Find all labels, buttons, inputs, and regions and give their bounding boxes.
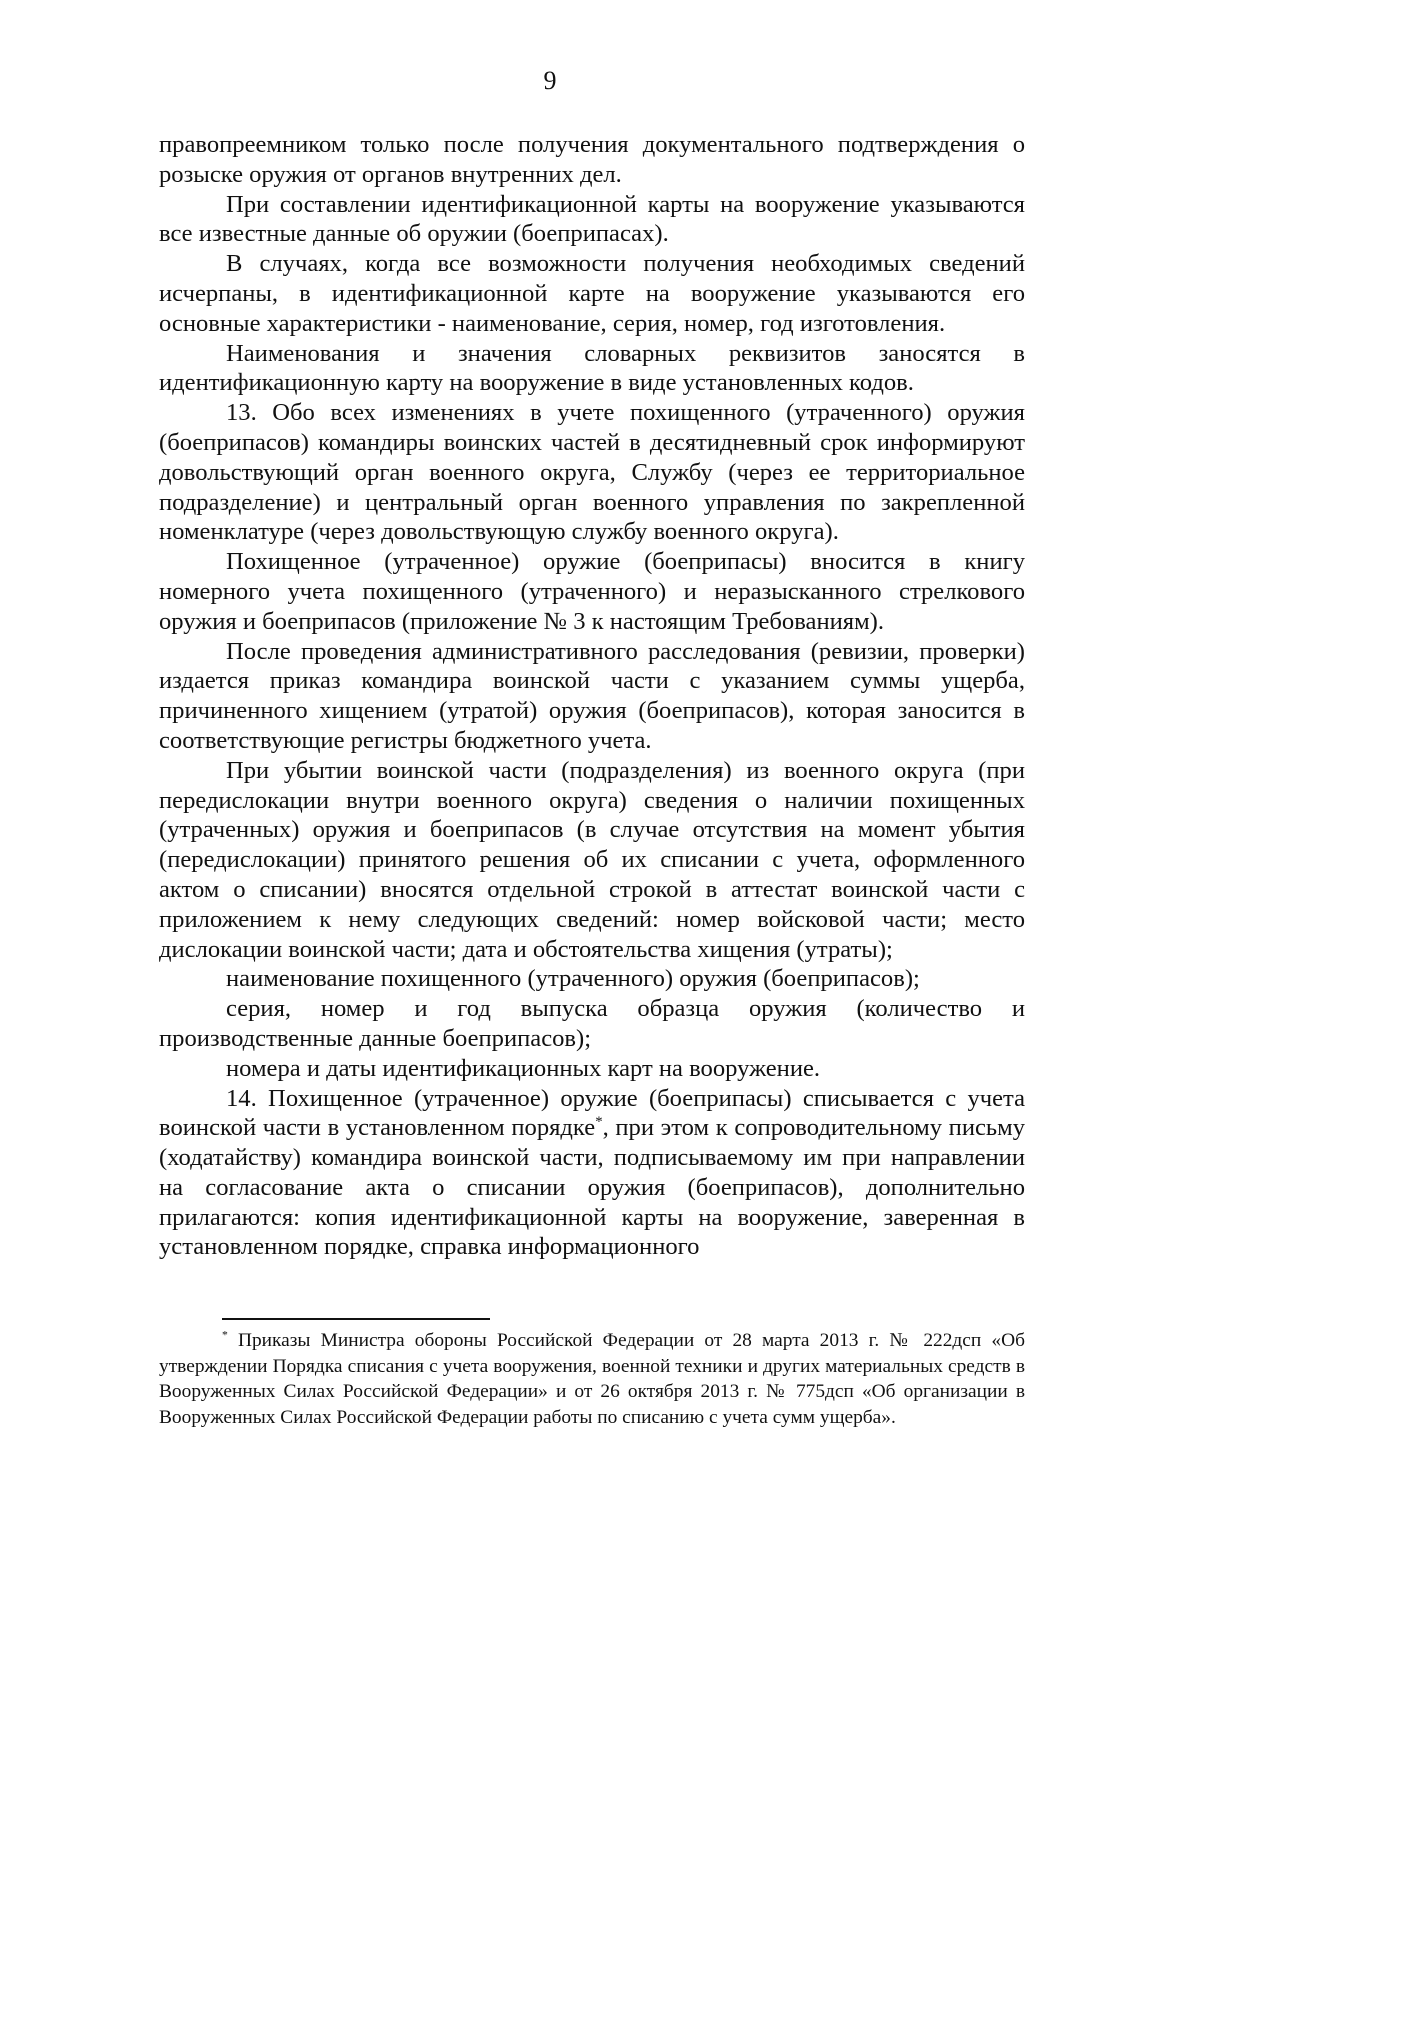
paragraph-item-13: 13. Обо всех изменениях в учете похищенного (утраченного) оружия (боеприпасов) командиры воинских частей в десятидневный срок информируют довольствующий орган военного округа, Службу (через ее территориальное подразделение) и центральный орган военного управления по закрепленной номенклатуре (через довольствующую службу военного округа). bbox=[159, 399, 1025, 546]
paragraph: Похищенное (утраченное) оружие (боеприпасы) вносится в книгу номерного учета похищенного (утраченного) и неразысканного стрелкового оружия и боеприпасов (приложение № 3 к настоящим Требованиям). bbox=[159, 548, 1025, 635]
paragraph: В случаях, когда все возможности получения необходимых сведений исчерпаны, в идентификационной карте на вооружение указываются его основные характеристики - наименование, серия, номер, год изготовления. bbox=[159, 250, 1025, 337]
paragraph-item-14-part-1: 14. Похищенное (утраченное) оружие (боеприпасы) списывается с учета воинской части в установленном порядке bbox=[159, 1084, 1025, 1142]
page-number: 9 bbox=[543, 66, 557, 95]
paragraph-item-14-part-2: , при этом к сопроводительному письму (ходатайству) командира воинской части, подписываемому им при направлении на согласование акта о списании оружия (боеприпасов), дополнительно прилагаются: копия идентификационной карты на вооружение, заверенная в установленном порядке, справка информационного bbox=[159, 1114, 1025, 1261]
paragraph: При составлении идентификационной карты на вооружение указываются все известные данные об оружии (боеприпасах). bbox=[159, 190, 1025, 248]
footnote bbox=[159, 1328, 1025, 1430]
main-text bbox=[159, 130, 1025, 1262]
paragraph-continuation: правопреемником только после получения документального подтверждения о розыске оружия от органов внутренних дел. bbox=[159, 131, 1025, 188]
paragraph: номера и даты идентификационных карт на вооружение. bbox=[226, 1054, 821, 1082]
paragraph: серия, номер и год выпуска образца оружия (количество и производственные данные боеприпасов); bbox=[159, 995, 1025, 1052]
footnote-separator-line bbox=[222, 1318, 490, 1320]
paragraph-item-14 bbox=[159, 1084, 1025, 1263]
paragraph: После проведения административного расследования (ревизии, проверки) издается приказ командира воинской части с указанием суммы ущерба, причиненного хищением (утратой) оружия (боеприпасов), которая заносится в соответствующие регистры бюджетного учета. bbox=[159, 637, 1025, 754]
paragraph: При убытии воинской части (подразделения) из военного округа (при передислокации внутри военного округа) сведения о наличии похищенных (утраченных) оружия и боеприпасов (в случае отсутствия на момент убытия (передислокации) принятого решения об их списании с учета, оформленного актом о списании) вносятся отдельной строкой в аттестат воинской части с приложением к нему следующих сведений: номер войсковой части; место дислокации воинской части; дата и обстоятельства хищения (утраты); bbox=[159, 756, 1025, 963]
footnote-text: Приказы Министра обороны Российской Федерации от 28 марта 2013 г. № 222дсп «Об утверждении Порядка списания с учета вооружения, военной техники и других материальных средств в Вооруженных Силах Российской Федерации» и от 26 октября 2013 г. № 775дсп «Об организации в Вооруженных Силах Российской Федерации работы по списанию с учета сумм ущерба». bbox=[159, 1330, 1025, 1428]
footnote-reference-mark: * bbox=[595, 1114, 603, 1131]
paragraph: наименование похищенного (утраченного) оружия (боеприпасов); bbox=[226, 965, 920, 993]
paragraph: Наименования и значения словарных реквизитов заносятся в идентификационную карту на вооружение в виде установленных кодов. bbox=[159, 339, 1025, 397]
footnote-mark: * bbox=[222, 1328, 228, 1342]
